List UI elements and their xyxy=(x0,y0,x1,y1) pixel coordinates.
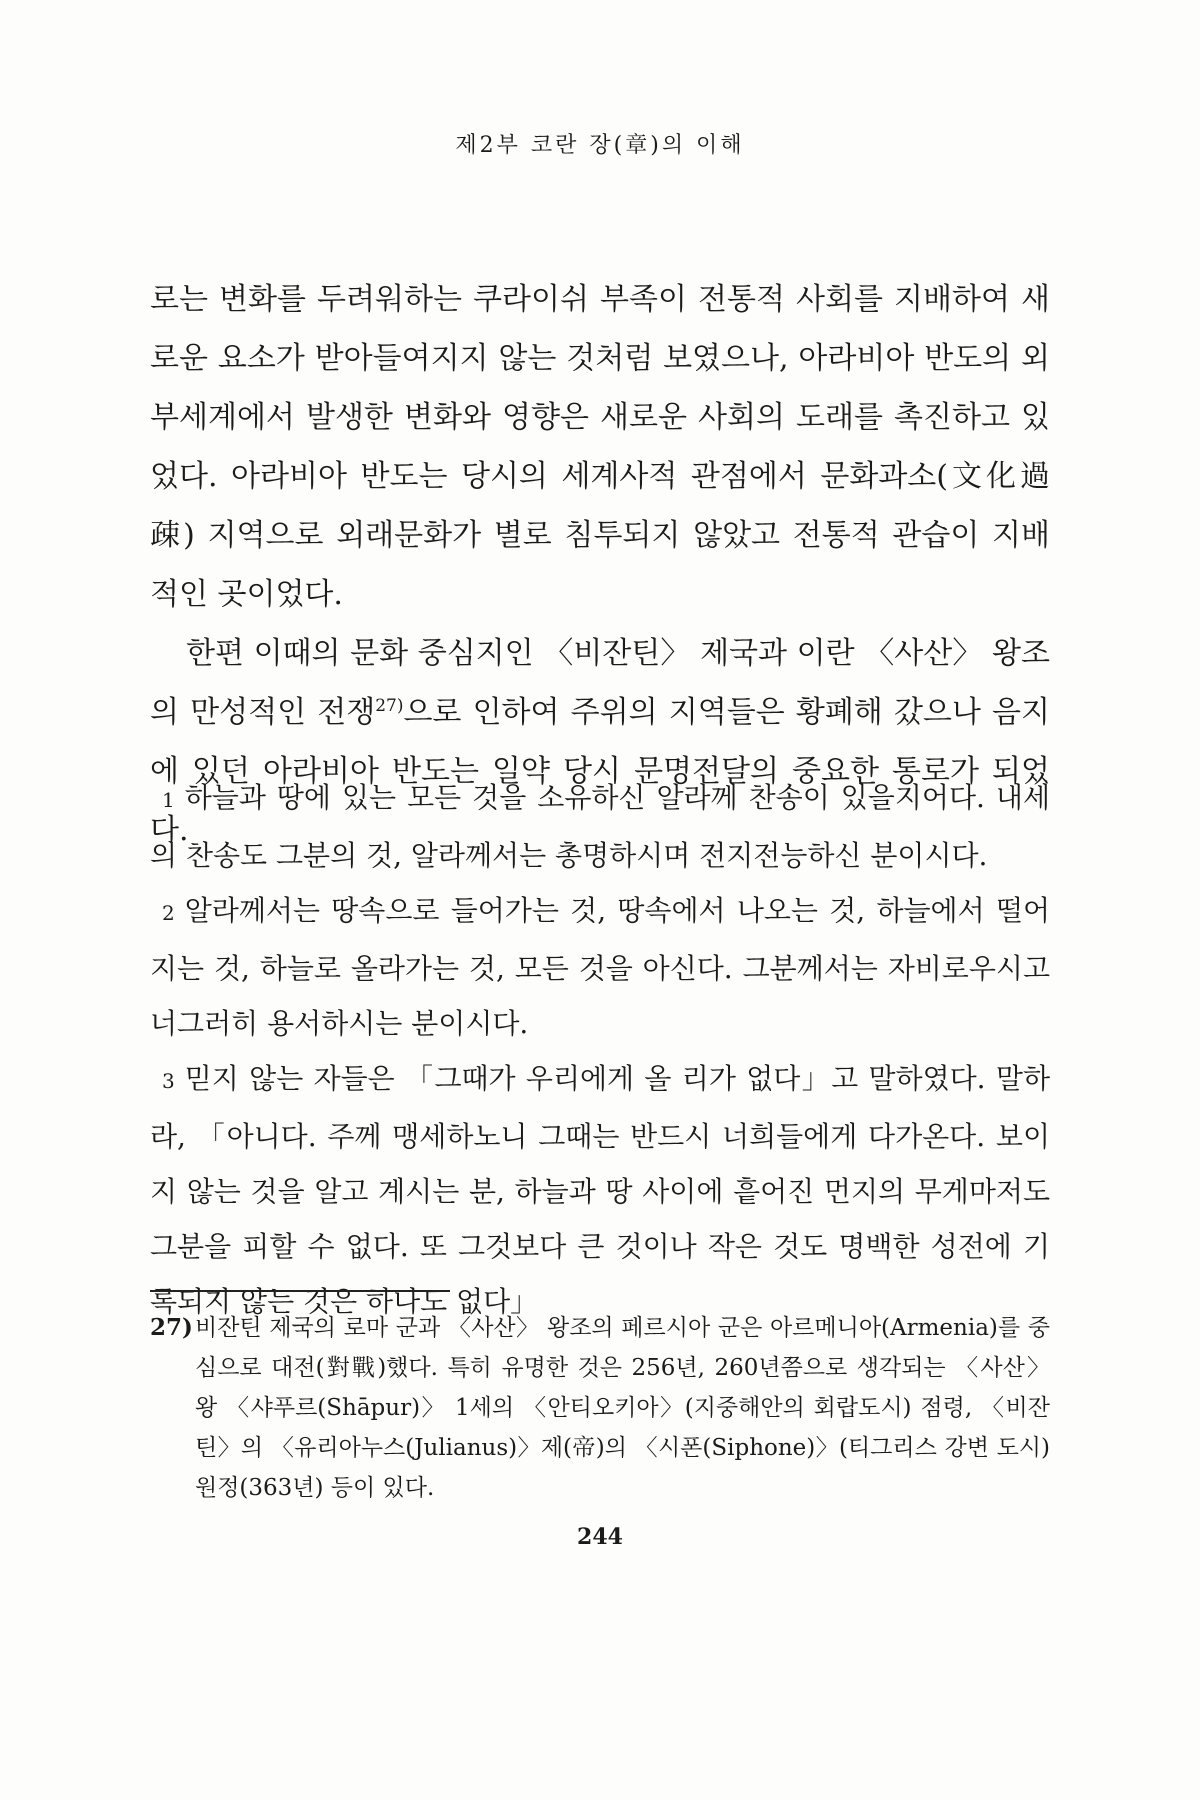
body-paragraph-text: 한편 이때의 문화 중심지인 〈비잔틴〉 제국과 이란 〈사산〉 왕조의 만성적인 전쟁 xyxy=(150,636,1050,730)
footnote-number: 27) xyxy=(150,1314,193,1341)
body-paragraph: 로는 변화를 두려워하는 쿠라이쉬 부족이 전통적 사회를 지배하여 새로운 요소가 받아들여지지 않는 것처럼 보였으나, 아라비아 반도의 외부세계에서 발생한 변화와 영향은 새로운 사회의 도래를 촉진하고 있었다. 아라비아 반도는 당시의 세계사적 관점에서 문화과소(文化過疎) 지역으로 외래문화가 별로 침투되지 않았고 전통적 관습이 지배적인 곳이었다. xyxy=(150,282,1050,612)
body-paragraph-text: 으로 인하여 주위의 지역들은 황폐해 갔으나 음지에 있던 아라비아 반도는 일약 당시 문명전달의 중요한 통로가 되었다. xyxy=(150,695,1050,848)
verse xyxy=(150,770,1050,883)
running-header: 제2부 코란 장(章)의 이해 xyxy=(455,133,745,158)
footnote-reference[interactable]: 27) xyxy=(375,696,404,716)
verse-number: 1 xyxy=(162,788,175,812)
footnote xyxy=(150,1308,1050,1508)
footnote-divider xyxy=(150,1290,450,1292)
page-number: 244 xyxy=(577,1524,623,1550)
footnote-text: 비잔틴 제국의 로마 군과 〈사산〉 왕조의 페르시아 군은 아르메니아(Armenia)를 중심으로 대전(對戰)했다. 특히 유명한 것은 256년, 260년쯤으로 생각되는 〈사산〉 왕 〈샤푸르(Shāpur)〉 1세의 〈안티오키아〉(지중해안의 회랍도시) 점령, 〈비잔틴〉의 〈유리아누스(Julianus)〉제(帝)의 〈시폰(Siphone)〉(티그리스 강변 도시) 원정(363년) 등이 있다. xyxy=(195,1315,1050,1501)
verse xyxy=(150,883,1050,1051)
footnotes-section xyxy=(150,1308,1050,1508)
quran-verses xyxy=(150,770,1050,1329)
verse-text: 하늘과 땅에 있는 모든 것을 소유하신 알라께 찬송이 있을지어다. 내세의 찬송도 그분의 것, 알라께서는 총명하시며 전지전능하신 분이시다. xyxy=(150,781,1050,872)
verse-number: 2 xyxy=(162,901,175,925)
verse-number: 3 xyxy=(162,1069,175,1093)
verse-text: 믿지 않는 자들은 「그때가 우리에게 올 리가 없다」고 말하였다. 말하라, 「아니다. 주께 맹세하노니 그때는 반드시 너희들에게 다가온다. 보이지 않는 것을 알고 계시는 분, 하늘과 땅 사이에 흩어진 먼지의 무게마저도 그분을 피할 수 없다. 또 그것보다 큰 것이나 작은 것도 명백한 성전에 기록되지 않는 것은 하나도 없다」 xyxy=(150,1062,1050,1318)
verse-text: 알라께서는 땅속으로 들어가는 것, 땅속에서 나오는 것, 하늘에서 떨어지는 것, 하늘로 올라가는 것, 모든 것을 아신다. 그분께서는 자비로우시고 너그러히 용서하시는 분이시다. xyxy=(150,894,1050,1040)
verse xyxy=(150,1051,1050,1329)
